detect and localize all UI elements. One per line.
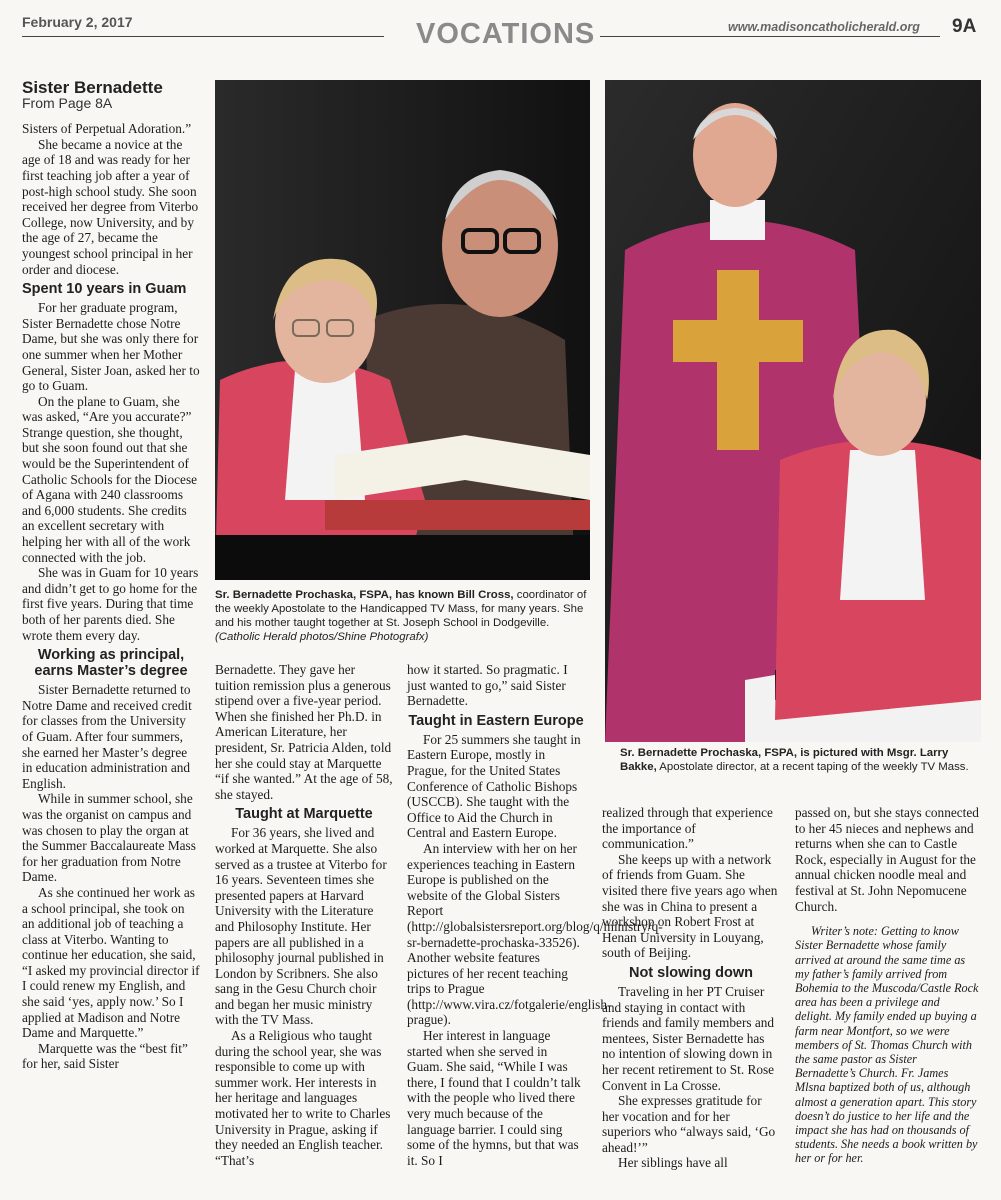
page-number: 9A <box>952 16 977 37</box>
subhead-marquette: Taught at Marquette <box>235 806 373 823</box>
caption-text: Apostolate director, at a recent taping of the weekly TV Mass. <box>656 761 969 773</box>
paragraph: Traveling in her PT Cruiser and staying in contact with friends and family members and mentees, Sister Bernadette has no intention of slowing down in her recent retirement to St. Rose Convent in La Crosse. <box>602 983 775 1093</box>
paragraph: For 25 summers she taught in Eastern Europe, mostly in Prague, for the United States Conference of Catholic Bishops (USCCB). She taught with the Office to Aid the Church in Central and Eastern Europe. <box>407 731 581 841</box>
article-column-4 <box>602 805 780 1171</box>
paragraph: An interview with her on her experiences teaching in Eastern Europe is published on the website of the Global Sisters Report (http://globalsistersreport.org/blog/q/ministry/q-sr-bernadette-prochaska-33526). Another website features pictures of her recent teaching trips to Prague (http://www.vira.cz/fotgalerie/english-prague). <box>407 840 663 1028</box>
photo-illustration <box>605 80 981 742</box>
subhead-principal: Working as principal, earns Master’s degree <box>34 647 188 680</box>
paragraph: She keeps up with a network of friends from Guam. She visited there five years ago when she was in China to present a workshop on Robert Frost at Henan University in Louyang, south of Beijing. <box>602 851 778 961</box>
article-kicker: Sister Bernadette <box>22 78 163 97</box>
article-column-3 <box>407 662 663 1168</box>
header-rule-right <box>600 36 940 37</box>
photo-credit: (Catholic Herald photos/Shine Photografx) <box>215 631 429 643</box>
paragraph: For 36 years, she lived and worked at Marquette. She also served as a trustee at Viterbo for 16 years. Seventeen times she presented papers at Harvard University with the Literature and Philosophy Institute. Her papers are all published in a philosophy journal published in London by Scribners. She also sang in the Gesu Church choir and began her music ministry with the TV Mass. <box>215 825 387 1028</box>
paragraph: Marquette was the “best fit” for her, said Sister <box>22 1040 188 1072</box>
writers-note: Writer’s note: Getting to know Sister Bernadette whose family arrived at around the same time as my father’s family arrived from Bohemia to the Muscoda/Castle Rock area has been a privilege and delight. My family ended up buying a farm near Montfort, so we were members of St. Thomas Church with the same pastor as Sister Bernadette’s Church. Fr. James Mlsna baptized both of us, although almost a generation apart. This story doesn’t do justice to her life and the impact she has had on thousands of students. She needs a book written by her or for her. <box>795 924 979 1166</box>
paragraph: She became a novice at the age of 18 and was ready for her first teaching job after a year of post-high school study. She soon received her degree from Viterbo College, now University, and by the age of 27, became the youngest school principal in her order and diocese. <box>22 136 199 277</box>
paragraph: Her interest in language started when she served in Guam. She said, “While I was there, I found that I couldn’t talk with the people who lived there very much because of the language barrier. I could sing some of the hymns, but that was it. So I <box>407 1028 581 1168</box>
issue-date: February 2, 2017 <box>22 14 133 30</box>
paragraph: passed on, but she stays connected to her 45 nieces and nephews and returns when she can to Castle Rock, especially in August for the annual chicken noodle meal and festival at St. John Nepomucene Church. <box>795 805 979 914</box>
caption-bold: Sr. Bernadette Prochaska, FSPA, has known Bill Cross, <box>215 589 514 601</box>
header-rule-left <box>22 36 384 37</box>
photo-bernadette-msgr-bakke <box>605 80 981 742</box>
paragraph: how it started. So pragmatic. I just wanted to go,” said Sister Bernadette. <box>407 662 568 709</box>
photo-caption-2 <box>620 746 982 774</box>
section-title: VOCATIONS <box>416 18 596 50</box>
paragraph: Sister Bernadette returned to Notre Dame and received credit for classes from the University of Guam. After four summers, she earned her Master’s degree in education administration and English. <box>22 682 192 791</box>
paragraph: She was in Guam for 10 years and didn’t get to go home for the first five years. During that time both of her parents died. She wrote them every day. <box>22 565 199 643</box>
article-column-2 <box>215 662 393 1168</box>
paragraph: realized through that experience the importance of communication.” <box>602 805 773 852</box>
paragraph: On the plane to Guam, she was asked, “Are you accurate?” Strange question, she thought, but she soon found out that she would be the Superintendent of Catholic Schools for the Diocese of Agana with 240 classrooms and 6,000 students. She credits an excellent secretary with helping her with all of the work connected with the job. <box>22 393 198 565</box>
photo-bernadette-bill-cross <box>215 80 590 580</box>
photo-illustration <box>215 80 590 580</box>
paragraph: She expresses gratitude for her vocation and for her superiors who “always said, ‘Go ahead!’” <box>602 1093 776 1155</box>
paragraph: As a Religious who taught during the school year, she was responsible to come up with summer work. Her interests in her heritage and languages motivated her to write to Charles University in Prague, asking if they needed an English teacher. “That’s <box>215 1028 391 1168</box>
paragraph: Sisters of Perpetual Adoration.” <box>22 121 192 137</box>
subhead-eastern-europe: Taught in Eastern Europe <box>408 712 584 729</box>
caption-text: coordinator of the weekly Apostolate to the Handicapped TV Mass, for many years. She and his mother taught together at St. Joseph School in Dodgeville. <box>215 589 587 629</box>
subhead-guam: Spent 10 years in Guam <box>22 281 187 298</box>
article-column-5 <box>795 805 979 1166</box>
photo-caption-1 <box>215 588 593 644</box>
site-url[interactable]: www.madisoncatholicherald.org <box>728 20 920 34</box>
paragraph: Bernadette. They gave her tuition remission plus a generous stipend over a five-year period. When she finished her Ph.D. in American Literature, her president, Sr. Patricia Alden, told her she could stay at Marquette “if she wanted.” At the age of 58, she stayed. <box>215 662 393 802</box>
paragraph: As she continued her work as a school principal, she took on an additional job of teaching a class at Viterbo. Wanting to continue her education, she said, “I asked my provincial director if I could renew my English, and she said ‘yes, apply now.’ So I applied at Madison and Notre Dame and Marquette.” <box>22 884 200 1041</box>
paragraph: For her graduate program, Sister Bernadette chose Notre Dame, but she was only there for one summer when her Mother General, Sister Joan, asked her to go to Guam. <box>22 300 200 394</box>
subhead-not-slowing-down: Not slowing down <box>628 964 754 981</box>
paragraph: Her siblings have all <box>618 1155 728 1171</box>
article-column-1 <box>22 80 200 1072</box>
jump-line: From Page 8A <box>22 94 113 111</box>
paragraph: While in summer school, she was the organist on campus and was chosen to play the organ at the Summer Baccalaureate Mass for her graduation from Notre Dame. <box>22 791 196 885</box>
caption-bold: Sr. Bernadette Prochaska, FSPA, is pictured with Msgr. Larry Bakke, <box>620 747 949 773</box>
